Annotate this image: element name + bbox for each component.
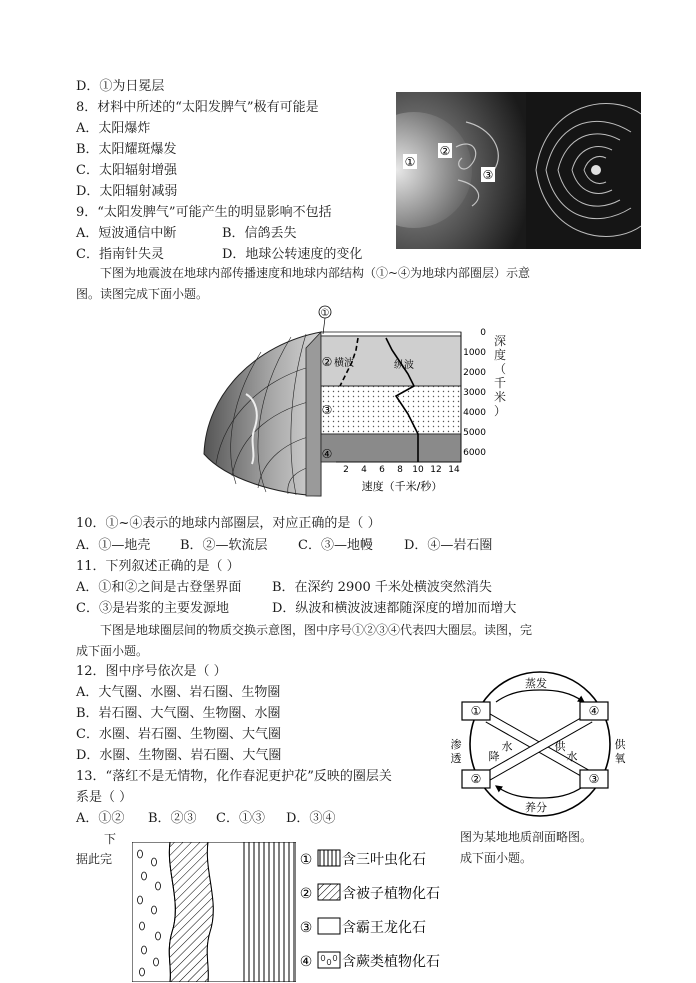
q13-stem-line2: 系是（ ） <box>76 790 133 805</box>
layer-label-1: ① <box>320 308 330 319</box>
sphere-box-4-label: ④ <box>588 704 600 718</box>
layer-label-3: ③ <box>321 403 333 417</box>
infiltration-char-2: 透 <box>450 752 462 765</box>
q12-option-c: C．水圈、岩石圈、生物圈、大气圈 <box>76 727 281 742</box>
depth-label-char: 深 <box>493 334 506 348</box>
q11-option-b: B．在深约 2900 千米处横波突然消失 <box>272 580 492 595</box>
legend-1-num: ① <box>299 852 313 868</box>
q11-stem: 11．下列叙述正确的是（ ） <box>76 559 240 574</box>
geologic-section-figure <box>132 842 296 982</box>
q10-option-d: D．④—岩石圈 <box>404 538 493 553</box>
speed-tick-12: 12 <box>430 465 442 475</box>
sun-label-2: ② <box>439 144 451 158</box>
layer-label-2: ② <box>321 355 333 369</box>
intro-strata-right-1: 图为某地地质剖面略图。 <box>460 830 593 844</box>
precipitation-char-2: 水 <box>501 740 513 753</box>
legend-4-text: 含蕨类植物化石 <box>342 954 440 970</box>
sun-label-3: ③ <box>482 168 494 182</box>
q10-option-c: C．③—地幔 <box>298 538 373 553</box>
speed-tick-14: 14 <box>448 465 460 475</box>
legend-2-num: ② <box>299 886 313 902</box>
water-supply-char-2: 水 <box>566 750 578 763</box>
depth-tick-1000: 1000 <box>463 348 486 358</box>
depth-tick-6000: 6000 <box>463 448 486 458</box>
q8-stem: 8．材料中所述的“太阳发脾气”极有可能是 <box>76 100 319 115</box>
oxygen-supply-char-2: 氧 <box>614 752 626 765</box>
q10-option-a: A．①—地壳 <box>76 538 151 553</box>
nutrients-label: 养分 <box>525 801 547 814</box>
speed-tick-8: 8 <box>397 465 403 475</box>
intro-strata-xia: 下 <box>104 832 117 846</box>
speed-tick-6: 6 <box>379 465 385 475</box>
evaporation-label: 蒸发 <box>525 677 547 690</box>
depth-label-char: ） <box>493 404 506 418</box>
intro-spheres-line2: 成下面小题。 <box>76 644 149 658</box>
p-wave-label: 纵波 <box>394 360 414 371</box>
depth-tick-0: 0 <box>480 328 486 338</box>
q9-option-b: B．信鸽丢失 <box>222 226 297 241</box>
q13-option-a: A．①② <box>76 811 125 826</box>
legend-1-swatch <box>318 850 340 866</box>
speed-axis-label: 速度（千米/秒） <box>361 480 443 493</box>
stratum-1 <box>244 842 296 982</box>
depth-tick-4000: 4000 <box>463 408 486 418</box>
globe-shell <box>204 332 321 496</box>
layer-1-band <box>321 332 461 336</box>
q10-option-b: B．②—软流层 <box>180 538 268 553</box>
q9-option-c: C．指南针失灵 <box>76 247 164 262</box>
intro-strata-right-2: 成下面小题。 <box>460 851 533 865</box>
sphere-box-3-label: ③ <box>588 772 600 786</box>
legend-3-text: 含霸王龙化石 <box>342 920 426 936</box>
sphere-box-2-label: ② <box>470 772 482 786</box>
speed-tick-4: 4 <box>361 465 367 475</box>
q12-option-d: D．水圈、生物圈、岩石圈、大气圈 <box>76 748 282 763</box>
earth-interior-figure <box>196 304 496 500</box>
q8-option-d: D．太阳辐射减弱 <box>76 184 178 199</box>
intro-spheres-line1: 下图是地球圈层间的物质交换示意图，图中序号①②③④代表四大圈层。读图，完 <box>100 623 533 637</box>
sun-label-1: ① <box>404 155 416 169</box>
q12-option-a: A．大气圈、水圈、岩石圈、生物圈 <box>76 685 281 700</box>
q13-option-c: C．①③ <box>216 811 265 826</box>
legend-2-text: 含被子植物化石 <box>342 886 440 902</box>
intro-strata-left: 据此完 <box>76 852 113 866</box>
s-wave-label: 横波 <box>334 358 354 369</box>
q7-option-d: D．①为日冕层 <box>76 79 165 94</box>
layer-3-band <box>321 386 461 434</box>
q12-stem: 12．图中序号依次是（ ） <box>76 664 227 679</box>
depth-tick-5000: 5000 <box>463 428 486 438</box>
q12-option-b: B．岩石圈、大气圈、生物圈、水圈 <box>76 706 281 721</box>
depth-label-char: 度 <box>493 348 506 362</box>
q9-option-d: D．地球公转速度的变化 <box>222 247 363 262</box>
layer-4-band <box>321 434 461 462</box>
q11-option-a: A．①和②之间是古登堡界面 <box>76 580 242 595</box>
depth-label-char: 米 <box>493 390 506 404</box>
depth-label-char: （ <box>493 362 506 376</box>
legend-3-num: ③ <box>299 920 313 936</box>
q8-option-c: C．太阳辐射增强 <box>76 163 177 178</box>
q13-stem-line1: 13．“落红不是无情物，化作春泥更护花”反映的圈层关 <box>76 769 392 784</box>
q8-option-a: A．太阳爆炸 <box>76 121 151 136</box>
intro-earth-line2: 图。读图完成下面小题。 <box>76 287 209 301</box>
q13-option-b: B．②③ <box>148 811 197 826</box>
sun-magnetosphere-figure <box>396 92 641 249</box>
q9-stem: 9．“太阳发脾气”可能产生的明显影响不包括 <box>76 205 332 220</box>
q10-stem: 10．①~④表示的地球内部圈层，对应正确的是（ ） <box>76 516 381 531</box>
q11-option-c: C．③是岩浆的主要发源地 <box>76 601 229 616</box>
legend-3-swatch <box>318 918 340 934</box>
legend-4-num: ④ <box>299 954 313 970</box>
speed-tick-10: 10 <box>412 465 424 475</box>
sphere-box-1-label: ① <box>470 704 482 718</box>
earth-dot <box>591 165 601 175</box>
speed-tick-2: 2 <box>343 465 349 475</box>
water-supply-char-1: 供 <box>554 740 566 753</box>
precipitation-char-1: 降 <box>488 750 500 763</box>
q13-option-d: D．③④ <box>286 811 336 826</box>
q11-option-d: D．纵波和横波波速都随深度的增加而增大 <box>272 601 517 616</box>
infiltration-char-1: 渗 <box>450 738 462 751</box>
depth-tick-3000: 3000 <box>463 388 486 398</box>
intro-earth-line1: 下图为地震波在地球内部传播速度和地球内部结构（①~④为地球内部圈层）示意 <box>100 266 531 280</box>
depth-tick-2000: 2000 <box>463 368 486 378</box>
depth-label-char: 千 <box>493 376 506 390</box>
q8-option-b: B．太阳耀斑爆发 <box>76 142 177 157</box>
layer-label-4: ④ <box>321 447 333 461</box>
stratum-2 <box>169 842 213 982</box>
oxygen-supply-char-1: 供 <box>614 738 626 751</box>
strata-legend <box>298 846 488 974</box>
depth-axis-label <box>493 334 507 418</box>
q9-option-a: A．短波通信中断 <box>76 226 177 241</box>
sphere-exchange-figure <box>444 664 636 824</box>
legend-1-text: 含三叶虫化石 <box>342 852 426 868</box>
legend-2-swatch <box>318 884 340 900</box>
